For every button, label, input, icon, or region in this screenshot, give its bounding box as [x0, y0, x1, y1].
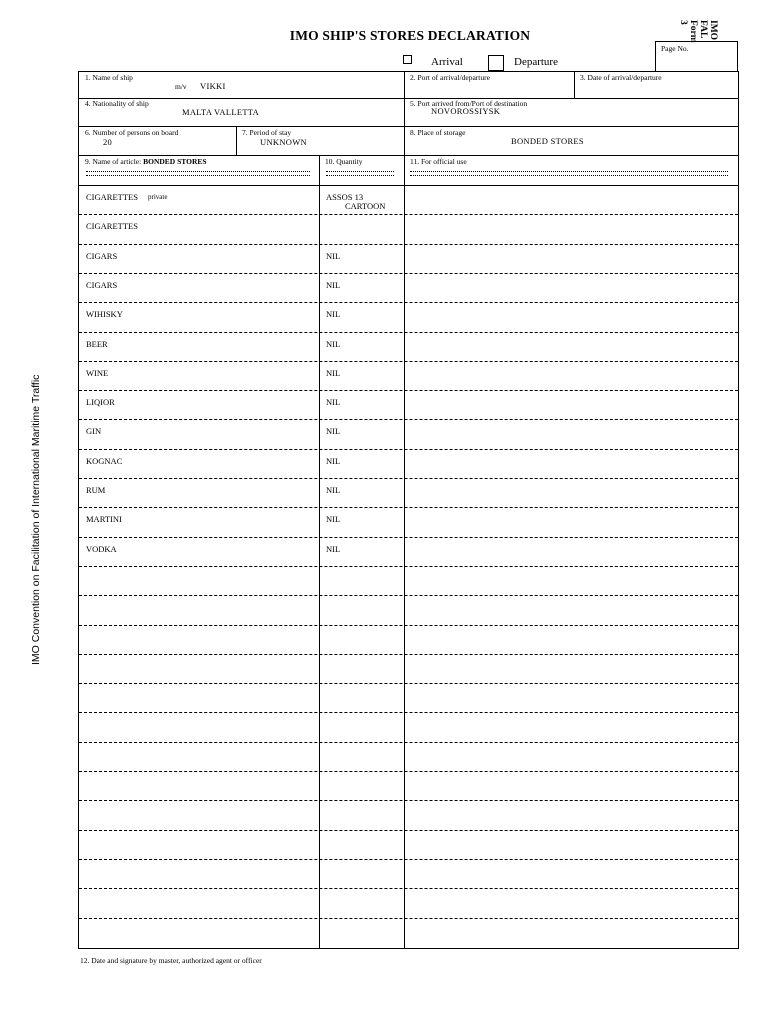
item-quantity[interactable]: NIL [326, 251, 341, 261]
row-separator [79, 888, 738, 889]
item-article[interactable]: CIGARS [86, 251, 118, 261]
row-separator [79, 742, 738, 743]
row-separator [79, 390, 738, 391]
row-separator [79, 332, 738, 333]
form-frame [78, 71, 739, 949]
form-id-line: FAL [698, 20, 708, 39]
period-of-stay-value[interactable]: UNKNOWN [260, 137, 307, 147]
item-article[interactable]: RUM [86, 485, 106, 495]
name-of-article-header [85, 157, 207, 166]
item-article[interactable]: CIGARETTES [86, 221, 138, 231]
item-article[interactable]: CIGARS [86, 280, 118, 290]
departure-checkbox[interactable] [488, 55, 504, 71]
item-article[interactable]: CIGARETTES [86, 192, 138, 202]
dotted-line [326, 171, 394, 172]
grid-line [78, 185, 739, 186]
row-separator [79, 214, 738, 215]
dotted-line [326, 175, 394, 176]
row-separator [79, 830, 738, 831]
name-of-article-label: 9. Name of article: [85, 157, 142, 166]
form-title: IMO SHIP'S STORES DECLARATION [289, 28, 531, 43]
port-arrival-departure-label: 2. Port of arrival/departure [410, 73, 490, 82]
persons-on-board-value[interactable]: 20 [103, 137, 113, 147]
place-of-storage-value[interactable]: BONDED STORES [511, 136, 584, 146]
period-of-stay-label: 7. Period of stay [242, 128, 292, 137]
grid-line [78, 98, 739, 99]
item-quantity[interactable]: NIL [326, 514, 341, 524]
item-article[interactable]: VODKA [86, 544, 117, 554]
grid-line [574, 71, 575, 98]
item-quantity[interactable]: NIL [326, 309, 341, 319]
row-separator [79, 595, 738, 596]
row-separator [79, 419, 738, 420]
arrival-checkbox[interactable] [403, 55, 412, 64]
persons-on-board-label: 6. Number of persons on board [85, 128, 179, 137]
row-separator [79, 361, 738, 362]
quantity-header: 10. Quantity [325, 157, 363, 166]
port-from-to-value[interactable]: NOVOROSSIYSK [431, 106, 501, 116]
item-article[interactable]: WINE [86, 368, 109, 378]
row-separator [79, 244, 738, 245]
row-separator [79, 625, 738, 626]
ship-name-value[interactable]: VIKKI [200, 81, 226, 91]
official-use-header: 11. For official use [410, 157, 467, 166]
row-separator [79, 800, 738, 801]
row-separator [79, 683, 738, 684]
row-separator [79, 478, 738, 479]
item-article[interactable]: BEER [86, 339, 108, 349]
item-article[interactable]: KOGNAC [86, 456, 123, 466]
nationality-label: 4. Nationality of ship [85, 99, 149, 108]
item-quantity[interactable]: NIL [326, 544, 341, 554]
item-quantity[interactable]: NIL [326, 397, 341, 407]
item-quantity[interactable]: ASSOS 13 [326, 192, 364, 202]
row-separator [79, 859, 738, 860]
row-separator [79, 918, 738, 919]
convention-side-text: IMO Convention on Facilitation of International Maritime Traffic [30, 374, 42, 665]
departure-label: Departure [514, 56, 558, 68]
item-quantity[interactable]: NIL [326, 339, 341, 349]
row-separator [79, 537, 738, 538]
item-note: private [148, 193, 168, 201]
ship-name-label: 1. Name of ship [85, 73, 133, 82]
nationality-value[interactable]: MALTA VALLETTA [182, 107, 260, 117]
grid-line [78, 155, 739, 156]
page-no-label: Page No. [661, 44, 689, 53]
item-quantity[interactable]: NIL [326, 426, 341, 436]
dotted-line [410, 175, 728, 176]
item-article[interactable]: WIHISKY [86, 309, 123, 319]
dotted-line [86, 171, 310, 172]
row-separator [79, 507, 738, 508]
item-article[interactable]: GIN [86, 426, 102, 436]
item-article[interactable]: LIQIOR [86, 397, 115, 407]
row-separator [79, 654, 738, 655]
port-from-to-label: 5. Port arrived from/Port of destination [410, 99, 528, 108]
form-id-line: 3 [678, 20, 688, 25]
row-separator [79, 771, 738, 772]
item-quantity[interactable]: NIL [326, 280, 341, 290]
grid-line [404, 71, 405, 949]
grid-line [236, 126, 237, 155]
item-quantity[interactable]: NIL [326, 485, 341, 495]
item-quantity[interactable]: NIL [326, 456, 341, 466]
form-id-line: IMO [708, 20, 718, 41]
dotted-line [410, 171, 728, 172]
date-arrival-departure-label: 3. Date of arrival/departure [580, 73, 662, 82]
row-separator [79, 566, 738, 567]
item-quantity-unit: CARTOON [345, 201, 386, 211]
name-of-article-value: BONDED STORES [143, 157, 207, 166]
row-separator [79, 449, 738, 450]
ship-name-prefix: m/v [175, 82, 187, 91]
row-separator [79, 302, 738, 303]
signature-label: 12. Date and signature by master, authorized agent or officer [80, 956, 262, 965]
item-article[interactable]: MARTINI [86, 514, 122, 524]
place-of-storage-label: 8. Place of storage [410, 128, 466, 137]
form-id-line: Form [688, 20, 698, 43]
dotted-line [86, 175, 310, 176]
grid-line [78, 126, 739, 127]
row-separator [79, 712, 738, 713]
item-quantity[interactable]: NIL [326, 368, 341, 378]
page-no-box[interactable] [655, 41, 738, 71]
arrival-label: Arrival [431, 56, 463, 68]
row-separator [79, 273, 738, 274]
